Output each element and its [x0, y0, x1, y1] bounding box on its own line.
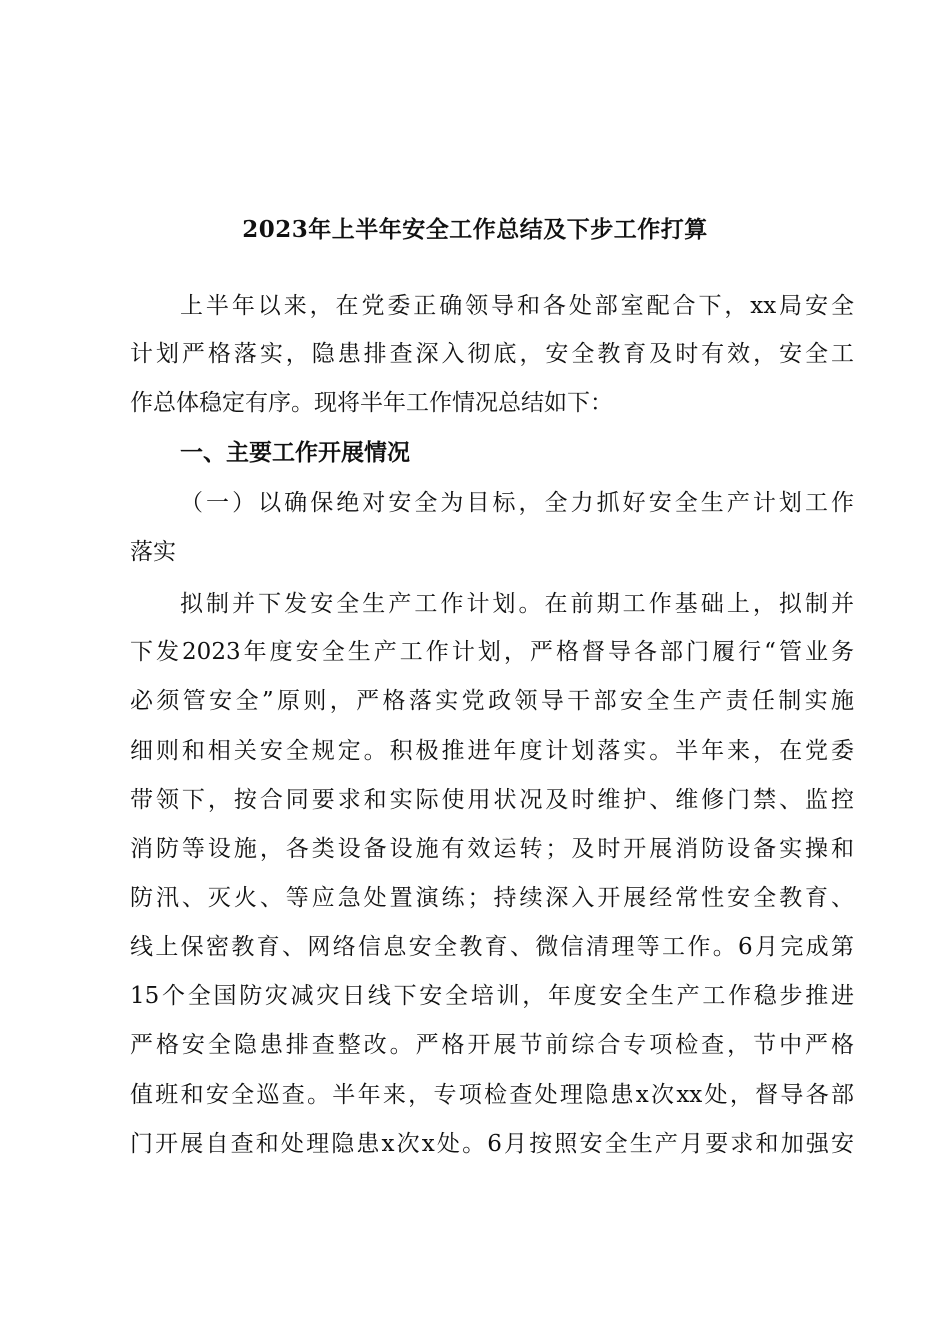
- paragraph-line: 线上保密教育、网络信息安全教育、微信清理等工作。6月完成第: [130, 934, 854, 960]
- subsection-heading-line: （一）以确保绝对安全为目标，全力抓好安全生产计划工作: [180, 490, 854, 516]
- paragraph-line: 防汛、灭火、等应急处置演练；持续深入开展经常性安全教育、: [130, 885, 854, 911]
- paragraph-line: 细则和相关安全规定。积极推进年度计划落实。半年来，在党委: [130, 738, 854, 764]
- paragraph-line: 必须管安全”原则，严格落实党政领导干部安全生产责任制实施: [130, 688, 854, 714]
- paragraph-line: 作总体稳定有序。现将半年工作情况总结如下：: [130, 390, 613, 416]
- paragraph-line: 拟制并下发安全生产工作计划。在前期工作基础上，拟制并: [180, 591, 854, 617]
- document-title: 2023年上半年安全工作总结及下步工作打算: [242, 216, 708, 243]
- section-heading: 一、主要工作开展情况: [180, 439, 410, 466]
- paragraph-line: 15个全国防灾减灾日线下安全培训，年度安全生产工作稳步推进: [130, 983, 854, 1009]
- paragraph-line: 门开展自查和处理隐患x次x处。6月按照安全生产月要求和加强安: [130, 1131, 854, 1157]
- paragraph-line: 值班和安全巡查。半年来，专项检查处理隐患x次xx处，督导各部: [130, 1082, 854, 1108]
- paragraph-line: 计划严格落实，隐患排查深入彻底，安全教育及时有效，安全工: [130, 341, 854, 367]
- subsection-heading-line: 落实: [130, 539, 176, 565]
- paragraph-line: 下发2023年度安全生产工作计划，严格督导各部门履行“管业务: [130, 639, 854, 665]
- paragraph-line: 严格安全隐患排查整改。严格开展节前综合专项检查，节中严格: [130, 1032, 854, 1058]
- paragraph-line: 带领下，按合同要求和实际使用状况及时维护、维修门禁、监控: [130, 787, 854, 813]
- paragraph-line: 上半年以来，在党委正确领导和各处部室配合下，xx局安全: [180, 293, 854, 319]
- paragraph-line: 消防等设施，各类设备设施有效运转；及时开展消防设备实操和: [130, 836, 854, 862]
